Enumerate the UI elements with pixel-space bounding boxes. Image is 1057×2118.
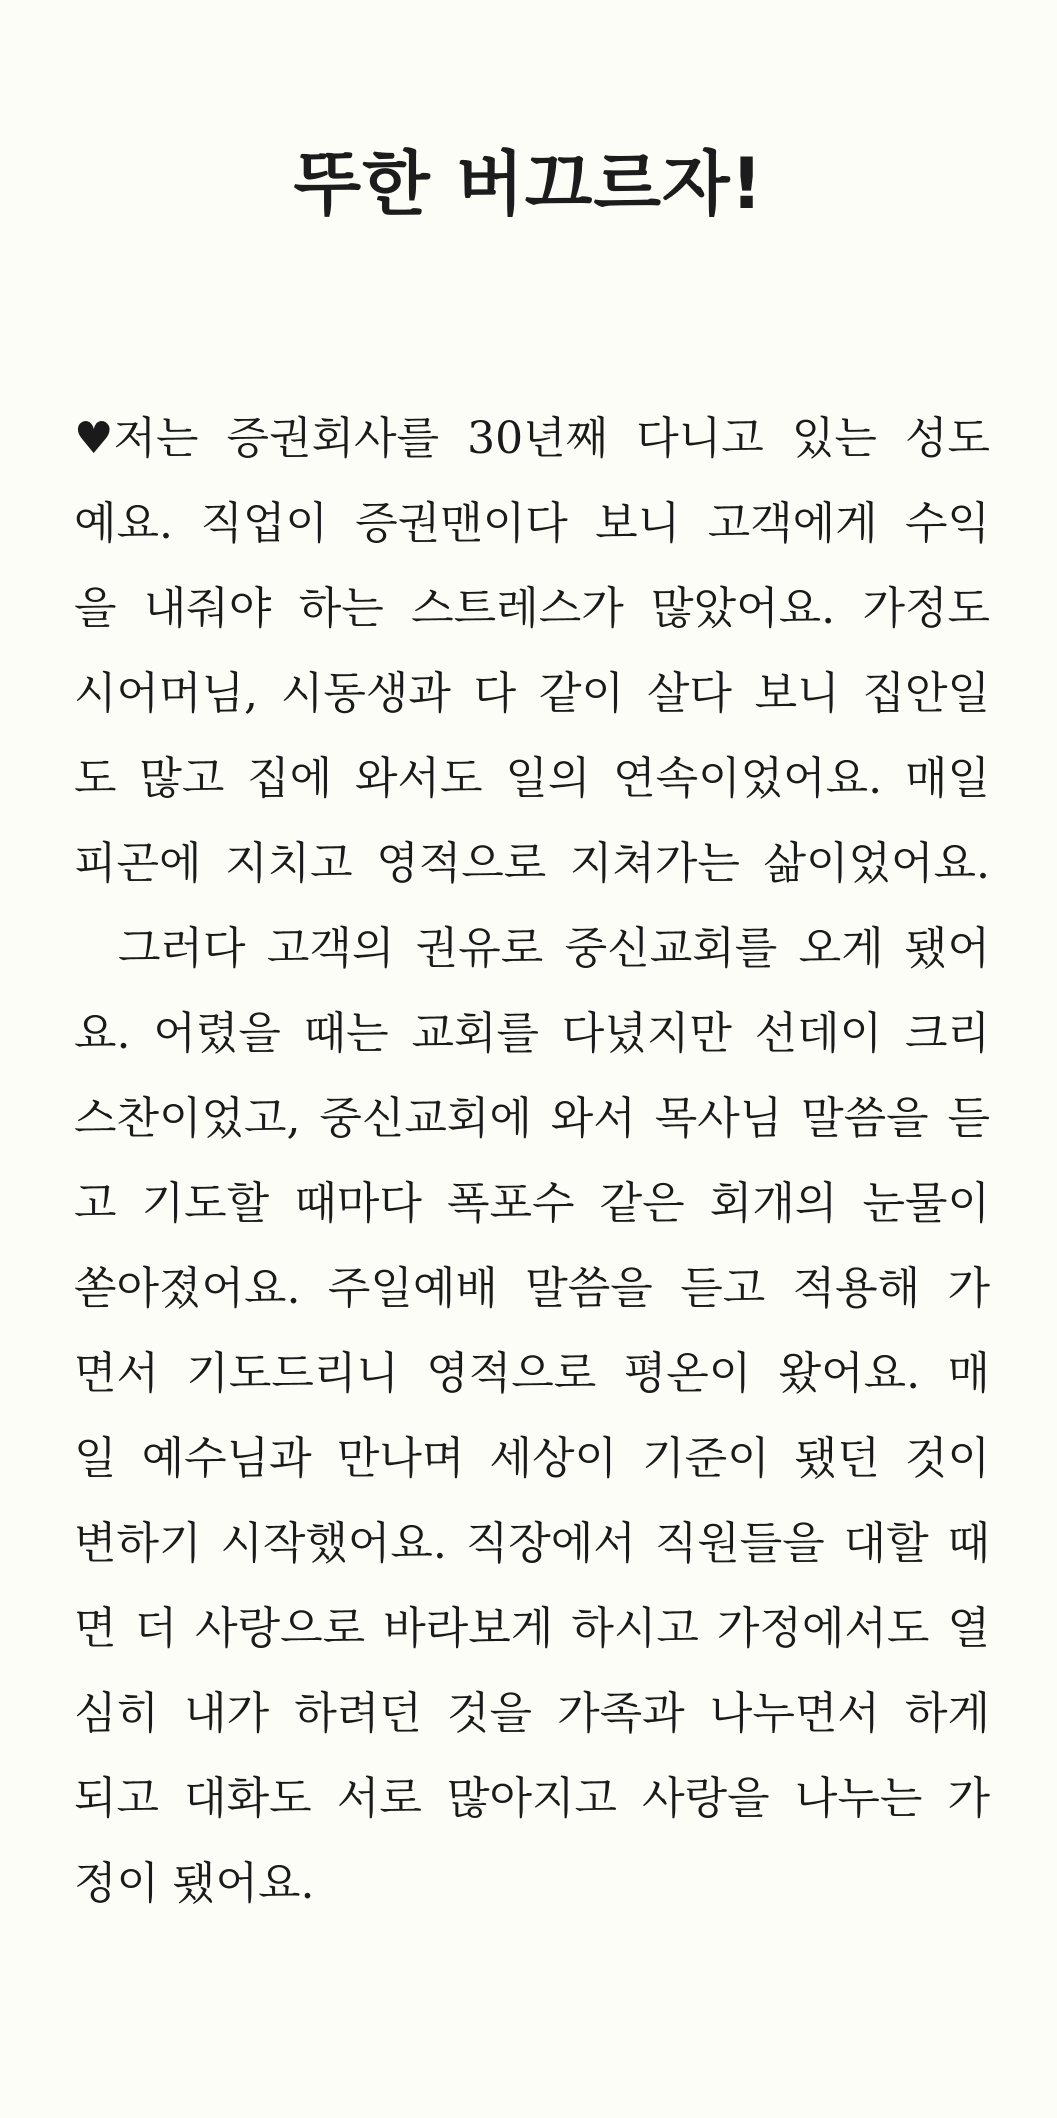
testimony-line: 예요. 직업이 증권맨이다 보니 고객에게 수익 <box>74 498 990 549</box>
testimony-line: ♥저는 증권회사를 30년째 다니고 있는 성도 <box>74 396 990 481</box>
testimony-line: 쏟아졌어요. 주일예배 말씀을 듣고 적용해 가 <box>74 1263 990 1314</box>
testimony-line: 요. 어렸을 때는 교회를 다녔지만 선데이 크리 <box>74 1008 990 1059</box>
testimony-line: 심히 내가 하려던 것을 가족과 나누면서 하게 <box>74 1688 990 1739</box>
testimony-line: 피곤에 지치고 영적으로 지쳐가는 삶이었어요. <box>74 838 990 889</box>
testimony-line: 도 많고 집에 와서도 일의 연속이었어요. 매일 <box>74 753 990 804</box>
testimony-line: 변하기 시작했어요. 직장에서 직원들을 대할 때 <box>74 1518 990 1569</box>
page-title: 뚜한 버끄르자! <box>293 143 764 225</box>
testimony-line: 그러다 고객의 권유로 중신교회를 오게 됐어 <box>118 923 990 974</box>
testimony-line: 되고 대화도 서로 많아지고 사랑을 나누는 가 <box>74 1773 990 1824</box>
testimony-line: 고 기도할 때마다 폭포수 같은 회개의 눈물이 <box>74 1178 990 1229</box>
testimony-line: 스찬이었고, 중신교회에 와서 목사님 말씀을 듣 <box>74 1093 990 1144</box>
testimony-body <box>74 396 990 1926</box>
testimony-line: 일 예수님과 만나며 세상이 기준이 됐던 것이 <box>74 1433 990 1484</box>
heart-icon: ♥ <box>74 413 114 464</box>
testimony-line: 시어머님, 시동생과 다 같이 살다 보니 집안일 <box>74 668 990 719</box>
testimony-line: 면서 기도드리니 영적으로 평온이 왔어요. 매 <box>74 1348 990 1399</box>
testimony-line: 면 더 사랑으로 바라보게 하시고 가정에서도 열 <box>74 1603 990 1654</box>
testimony-line: 정이 됐어요. <box>74 1858 315 1909</box>
testimony-line: 을 내줘야 하는 스트레스가 많았어요. 가정도 <box>74 583 990 634</box>
